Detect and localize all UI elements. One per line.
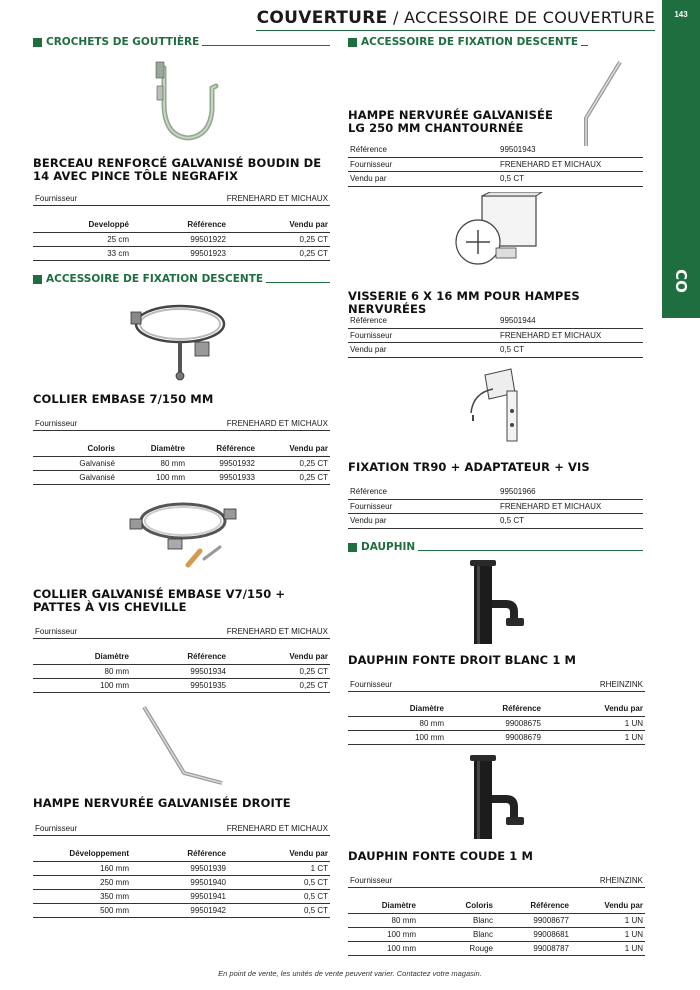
spec-label: Référence	[350, 316, 387, 326]
table-row	[348, 913, 645, 927]
column-header: Vendu par	[228, 218, 330, 232]
section-heading-dauphin	[348, 540, 643, 554]
spec-value: FRENEHARD ET MICHAUX	[500, 330, 602, 340]
table-cell: 99501935	[131, 678, 228, 692]
table-cell: 0,25 CT	[257, 456, 330, 470]
spec-table-hampe-droite	[33, 847, 330, 918]
spec-label: Référence	[350, 487, 387, 497]
table-cell: 0,5 CT	[228, 903, 330, 917]
supplier-value: RHEINZINK	[599, 875, 643, 885]
supplier-value: FRENEHARD ET MICHAUX	[226, 823, 328, 833]
section-heading-text: ACCESSOIRE DE FIXATION DESCENTE	[361, 36, 579, 48]
tr90-fixing-image	[463, 363, 533, 453]
table-row	[33, 456, 330, 470]
supplier-label: Fournisseur	[35, 418, 78, 428]
spec-row	[348, 143, 643, 158]
column-header: Référence	[131, 650, 228, 664]
dauphin-straight-image	[466, 560, 536, 650]
spec-label: Fournisseur	[350, 501, 393, 511]
table-cell: Galvanisé	[33, 470, 117, 484]
table-cell: 100 mm	[348, 941, 418, 955]
product-title-collier-embase: COLLIER EMBASE 7/150 MM	[33, 392, 214, 406]
section-marker	[33, 38, 42, 47]
dauphin-elbow-image	[466, 755, 536, 845]
column-header: Developpé	[33, 218, 131, 232]
table-cell: 1 UN	[571, 927, 645, 941]
section-rule	[581, 45, 588, 46]
spec-table-dauphin-droit	[348, 702, 645, 745]
table-row	[33, 232, 330, 246]
table-cell: 100 mm	[33, 678, 131, 692]
table-row	[33, 889, 330, 903]
section-rule	[266, 282, 330, 283]
spec-row	[348, 314, 643, 329]
table-row	[348, 927, 645, 941]
supplier-row-hampe-droite	[33, 821, 330, 836]
table-cell: 0,25 CT	[228, 664, 330, 678]
table-cell: 160 mm	[33, 861, 131, 875]
table-cell: 250 mm	[33, 875, 131, 889]
spec-label: Vendu par	[350, 174, 387, 184]
straight-rod-image	[138, 703, 228, 793]
header-rule	[256, 30, 655, 31]
spec-value: FRENEHARD ET MICHAUX	[500, 501, 602, 511]
table-row	[33, 875, 330, 889]
column-header: Référence	[131, 218, 228, 232]
spec-label: Fournisseur	[350, 330, 393, 340]
spec-list-fixation-tr90	[348, 485, 643, 529]
supplier-label: Fournisseur	[35, 626, 78, 636]
table-cell: 80 mm	[33, 664, 131, 678]
spec-list-visserie	[348, 314, 643, 358]
table-cell: 500 mm	[33, 903, 131, 917]
product-title-visserie: VISSERIE 6 X 16 MM POUR HAMPES NERVURÉES	[348, 289, 580, 316]
column-header: Vendu par	[228, 650, 330, 664]
table-cell: 99008681	[495, 927, 571, 941]
spec-row	[348, 514, 643, 529]
table-cell: 99501940	[131, 875, 228, 889]
column-header: Vendu par	[257, 442, 330, 456]
table-cell: 0,5 CT	[228, 875, 330, 889]
table-header-row	[33, 442, 330, 456]
spec-label: Vendu par	[350, 345, 387, 355]
supplier-row-collier-embase	[33, 416, 330, 431]
spec-value: 0,5 CT	[500, 174, 525, 184]
table-row	[33, 861, 330, 875]
table-row	[33, 678, 330, 692]
section-heading-text: DAUPHIN	[361, 541, 416, 553]
table-header-row	[33, 650, 330, 664]
spec-list-hampe-chantournee	[348, 143, 643, 187]
table-row	[33, 470, 330, 484]
product-title-fixation-tr90: FIXATION TR90 + ADAPTATEUR + VIS	[348, 460, 590, 474]
table-row	[348, 730, 645, 744]
table-cell: 99501922	[131, 232, 228, 246]
page-header	[0, 8, 655, 28]
section-heading-downpipe-fixing	[33, 272, 330, 286]
footer-note: En point de vente, les unités de vente peuvent varier. Contactez votre magasin.	[218, 969, 482, 978]
table-row	[33, 664, 330, 678]
column-header: Vendu par	[571, 899, 645, 913]
table-cell: 99501941	[131, 889, 228, 903]
product-title-hampe-chantournee: HAMPE NERVURÉE GALVANISÉE LG 250 MM CHANTOURNÉE	[348, 108, 553, 135]
table-cell: 99008677	[495, 913, 571, 927]
table-row	[348, 716, 645, 730]
supplier-row-dauphin-droit	[348, 677, 645, 692]
table-row	[348, 941, 645, 955]
supplier-row-dauphin-coude	[348, 873, 645, 888]
product-title-berceau: BERCEAU RENFORCÉ GALVANISÉ BOUDIN DE 14 AVEC PINCE TÔLE NEGRAFIX	[33, 156, 322, 183]
screw-kit-image	[452, 192, 544, 279]
gutter-hook-image	[140, 58, 220, 153]
section-marker	[33, 275, 42, 284]
supplier-row-collier-galvanise	[33, 624, 330, 639]
table-header-row	[33, 218, 330, 232]
table-cell: 99501939	[131, 861, 228, 875]
spec-table-collier-galvanise	[33, 650, 330, 693]
spec-table-dauphin-coude	[348, 899, 645, 956]
column-header: Coloris	[33, 442, 117, 456]
section-heading-downpipe-fixing-right	[348, 35, 588, 49]
table-cell: 99008675	[446, 716, 543, 730]
spec-value: 99501943	[500, 145, 536, 155]
table-cell: 1 UN	[543, 730, 645, 744]
product-title-dauphin-droit: DAUPHIN FONTE DROIT BLANC 1 M	[348, 653, 577, 667]
spec-label: Fournisseur	[350, 159, 393, 169]
column-header: Diamètre	[348, 702, 446, 716]
supplier-label: Fournisseur	[350, 875, 393, 885]
column-header: Vendu par	[543, 702, 645, 716]
table-header-row	[348, 899, 645, 913]
table-cell: 80 mm	[348, 716, 446, 730]
section-heading-text: CROCHETS DE GOUTTIÈRE	[46, 36, 200, 48]
supplier-value: FRENEHARD ET MICHAUX	[226, 418, 328, 428]
spec-label: Référence	[350, 145, 387, 155]
supplier-row-berceau	[33, 191, 330, 206]
table-cell: 99501923	[131, 246, 228, 260]
table-cell: 80 mm	[117, 456, 187, 470]
supplier-value: RHEINZINK	[599, 679, 643, 689]
table-cell: 0,25 CT	[228, 678, 330, 692]
table-cell: 0,25 CT	[228, 246, 330, 260]
spec-value: FRENEHARD ET MICHAUX	[500, 159, 602, 169]
table-cell: 350 mm	[33, 889, 131, 903]
product-title-hampe-droite: HAMPE NERVURÉE GALVANISÉE DROITE	[33, 796, 291, 810]
table-cell: 0,25 CT	[257, 470, 330, 484]
spec-table-berceau	[33, 218, 330, 261]
product-title-collier-galvanise: COLLIER GALVANISÉ EMBASE V7/150 + PATTES À VIS CHEVILLE	[33, 587, 286, 614]
table-header-row	[33, 847, 330, 861]
spec-value: 0,5 CT	[500, 345, 525, 355]
spec-row	[348, 329, 643, 344]
spec-label: Vendu par	[350, 516, 387, 526]
table-cell: 100 mm	[117, 470, 187, 484]
spec-row	[348, 158, 643, 173]
supplier-label: Fournisseur	[35, 193, 78, 203]
spec-table-collier-embase	[33, 442, 330, 485]
supplier-label: Fournisseur	[35, 823, 78, 833]
column-header: Développement	[33, 847, 131, 861]
column-header: Référence	[495, 899, 571, 913]
section-marker	[348, 38, 357, 47]
table-cell: 0,5 CT	[228, 889, 330, 903]
section-heading-text: ACCESSOIRE DE FIXATION DESCENTE	[46, 273, 264, 285]
supplier-value: FRENEHARD ET MICHAUX	[226, 626, 328, 636]
column-header: Coloris	[418, 899, 495, 913]
table-cell: 99501934	[131, 664, 228, 678]
spec-value: 99501966	[500, 487, 536, 497]
table-cell: 33 cm	[33, 246, 131, 260]
section-heading-gutter-hooks	[33, 35, 330, 49]
spec-row	[348, 172, 643, 187]
table-cell: 99501932	[187, 456, 257, 470]
header-subcategory: ACCESSOIRE DE COUVERTURE	[404, 8, 655, 27]
column-header: Diamètre	[33, 650, 131, 664]
column-header: Référence	[446, 702, 543, 716]
section-code: CO	[672, 269, 690, 293]
page-number: 143	[674, 10, 688, 19]
table-cell: 1 CT	[228, 861, 330, 875]
section-rule	[418, 550, 643, 551]
table-cell: 1 UN	[571, 941, 645, 955]
spec-value: 0,5 CT	[500, 516, 525, 526]
column-header: Référence	[131, 847, 228, 861]
table-cell: 0,25 CT	[228, 232, 330, 246]
column-header: Référence	[187, 442, 257, 456]
supplier-label: Fournisseur	[350, 679, 393, 689]
supplier-value: FRENEHARD ET MICHAUX	[226, 193, 328, 203]
product-title-dauphin-coude: DAUPHIN FONTE COUDE 1 M	[348, 849, 534, 863]
header-separator: /	[387, 8, 405, 27]
column-header: Diamètre	[117, 442, 187, 456]
side-tab	[662, 0, 700, 318]
table-cell: Galvanisé	[33, 456, 117, 470]
table-cell: 99008787	[495, 941, 571, 955]
table-cell: 99501933	[187, 470, 257, 484]
table-cell: 99008679	[446, 730, 543, 744]
spec-row	[348, 485, 643, 500]
table-cell: 25 cm	[33, 232, 131, 246]
column-header: Diamètre	[348, 899, 418, 913]
table-cell: 99501942	[131, 903, 228, 917]
spec-row	[348, 500, 643, 515]
collar-image	[125, 294, 235, 389]
table-cell: 1 UN	[571, 913, 645, 927]
section-rule	[202, 45, 330, 46]
table-cell: Blanc	[418, 913, 495, 927]
spec-row	[348, 343, 643, 358]
table-cell: 80 mm	[348, 913, 418, 927]
header-category: COUVERTURE	[256, 8, 388, 28]
table-cell: Blanc	[418, 927, 495, 941]
spec-value: 99501944	[500, 316, 536, 326]
table-cell: 1 UN	[543, 716, 645, 730]
column-header: Vendu par	[228, 847, 330, 861]
table-cell: 100 mm	[348, 927, 418, 941]
table-header-row	[348, 702, 645, 716]
section-marker	[348, 543, 357, 552]
table-row	[33, 903, 330, 917]
table-row	[33, 246, 330, 260]
table-cell: 100 mm	[348, 730, 446, 744]
table-cell: Rouge	[418, 941, 495, 955]
collar-with-screw-image	[128, 493, 238, 578]
